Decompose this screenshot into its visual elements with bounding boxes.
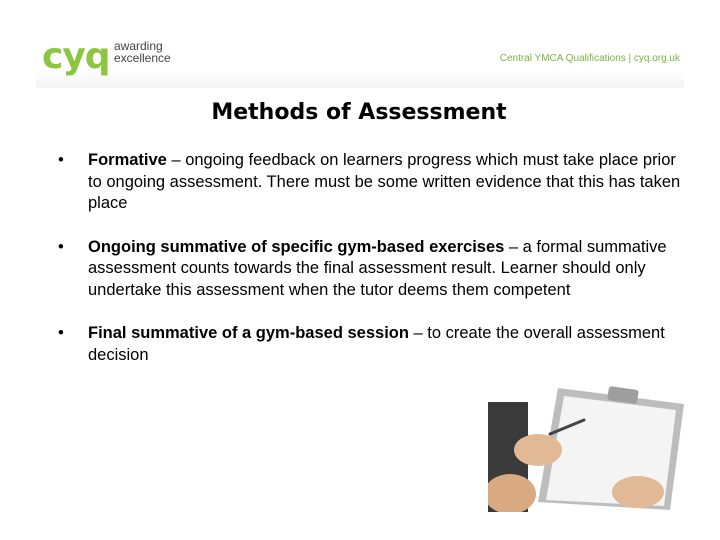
list-item	[58, 150, 688, 215]
writing-hand-shape	[514, 434, 562, 466]
bullet-list	[58, 150, 688, 388]
bullet-text: – a formal summative assessment counts towards the final assessment result. Learner should only undertake this assessment when the tutor deems them competent	[88, 237, 667, 299]
header-banner	[36, 28, 684, 88]
bullet-text: – to create the overall assessment decision	[88, 324, 665, 364]
tagline-line-1: awarding	[114, 39, 163, 53]
list-item	[58, 237, 688, 302]
page-title: Methods of Assessment	[211, 100, 507, 125]
arm-shape	[488, 474, 536, 512]
cyq-logo: cyq	[42, 36, 110, 77]
bullet-icon: •	[58, 151, 64, 169]
bullet-icon: •	[58, 237, 64, 256]
list-item	[58, 323, 688, 366]
bullet-icon: •	[58, 324, 64, 342]
tagline-line-2: excellence	[114, 51, 171, 65]
bullet-text: – ongoing feedback on learners progress which must take place prior to ongoing assessment. There must be some written evidence that this has taken place	[88, 151, 681, 212]
organisation-site-text: Central YMCA Qualifications | cyq.org.uk	[499, 53, 680, 64]
logo-tagline	[114, 40, 171, 64]
holding-hand-shape	[612, 476, 664, 508]
bullet-heading: Formative	[88, 151, 167, 169]
bullet-heading: Final summative of a gym-based session	[88, 324, 409, 342]
bullet-heading: Ongoing summative of specific gym-based exercises	[88, 237, 505, 256]
clipboard-writing-photo	[488, 382, 688, 512]
